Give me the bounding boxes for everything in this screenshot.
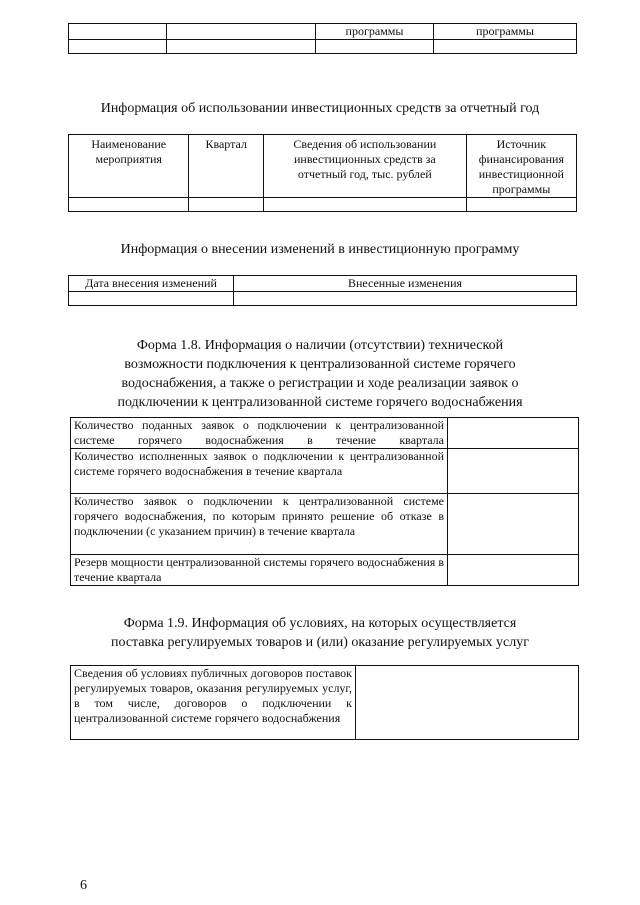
changes-header-cell: Дата внесения изменений bbox=[69, 276, 234, 292]
top-table-cell bbox=[167, 24, 316, 40]
form-1-8-title: Форма 1.8. Информация о наличии (отсутствии) технической возможности подключения к централизованной системе горячего водоснабжения, а также о регистрации и ходе реализации заявок о подключении к централизованной системе горячего водоснабжения bbox=[117, 338, 523, 410]
top-table-cell bbox=[69, 40, 167, 54]
form-1-8-value-cell bbox=[448, 449, 579, 494]
investment-cell bbox=[466, 198, 576, 212]
page-number: 6 bbox=[80, 878, 87, 893]
investment-table bbox=[68, 134, 577, 212]
form-1-9-title: Форма 1.9. Информация об условиях, на которых осуществляется поставка регулируемых товаров и (или) оказание регулируемых услуг bbox=[111, 616, 529, 650]
investment-header-cell: Квартал bbox=[189, 135, 264, 198]
investment-cell bbox=[264, 198, 467, 212]
top-table-cell bbox=[434, 40, 577, 54]
form-1-9-table bbox=[70, 665, 579, 740]
investment-header-cell: Источник финансирования инвестиционной программы bbox=[466, 135, 576, 198]
changes-header-cell: Внесенные изменения bbox=[234, 276, 577, 292]
top-table bbox=[68, 23, 577, 54]
investment-cell bbox=[69, 198, 189, 212]
top-table-header-cell: программы bbox=[316, 24, 434, 40]
form-1-8-value-cell bbox=[448, 555, 579, 586]
top-table-header-cell: программы bbox=[434, 24, 577, 40]
form-1-8-value-cell bbox=[448, 494, 579, 555]
form-1-9-value-cell bbox=[356, 666, 579, 740]
investment-header-cell: Сведения об использовании инвестиционных средств за отчетный год, тыс. рублей bbox=[264, 135, 467, 198]
form-1-8-table bbox=[70, 417, 579, 586]
form-1-9-row-label: Сведения об условиях публичных договоров поставок регулируемых товаров, оказания регулируемых услуг, в том числе, договоров о подключении к централизованной системе горячего водоснабжения bbox=[71, 666, 356, 740]
changes-cell bbox=[69, 292, 234, 306]
form-1-8-row-label: Резерв мощности централизованной системы горячего водоснабжения в течение квартала bbox=[71, 555, 448, 586]
changes-section-title: Информация о внесении изменений в инвестиционную программу bbox=[120, 242, 520, 257]
investment-section-title: Информация об использовании инвестиционных средств за отчетный год bbox=[100, 101, 540, 116]
top-table-cell bbox=[167, 40, 316, 54]
changes-cell bbox=[234, 292, 577, 306]
investment-cell bbox=[189, 198, 264, 212]
form-1-8-row-label: Количество поданных заявок о подключении к централизованной системе горячего водоснабжения в течение квартала bbox=[71, 418, 448, 449]
form-1-8-row-label: Количество заявок о подключении к централизованной системе горячего водоснабжения, по которым принято решение об отказе в подключении (с указанием причин) в течение квартала bbox=[71, 494, 448, 555]
form-1-8-value-cell bbox=[448, 418, 579, 449]
top-table-cell bbox=[69, 24, 167, 40]
form-1-8-row-label: Количество исполненных заявок о подключении к централизованной системе горячего водоснабжения в течение квартала bbox=[71, 449, 448, 494]
changes-table bbox=[68, 275, 577, 306]
top-table-cell bbox=[316, 40, 434, 54]
investment-header-cell: Наименование мероприятия bbox=[69, 135, 189, 198]
